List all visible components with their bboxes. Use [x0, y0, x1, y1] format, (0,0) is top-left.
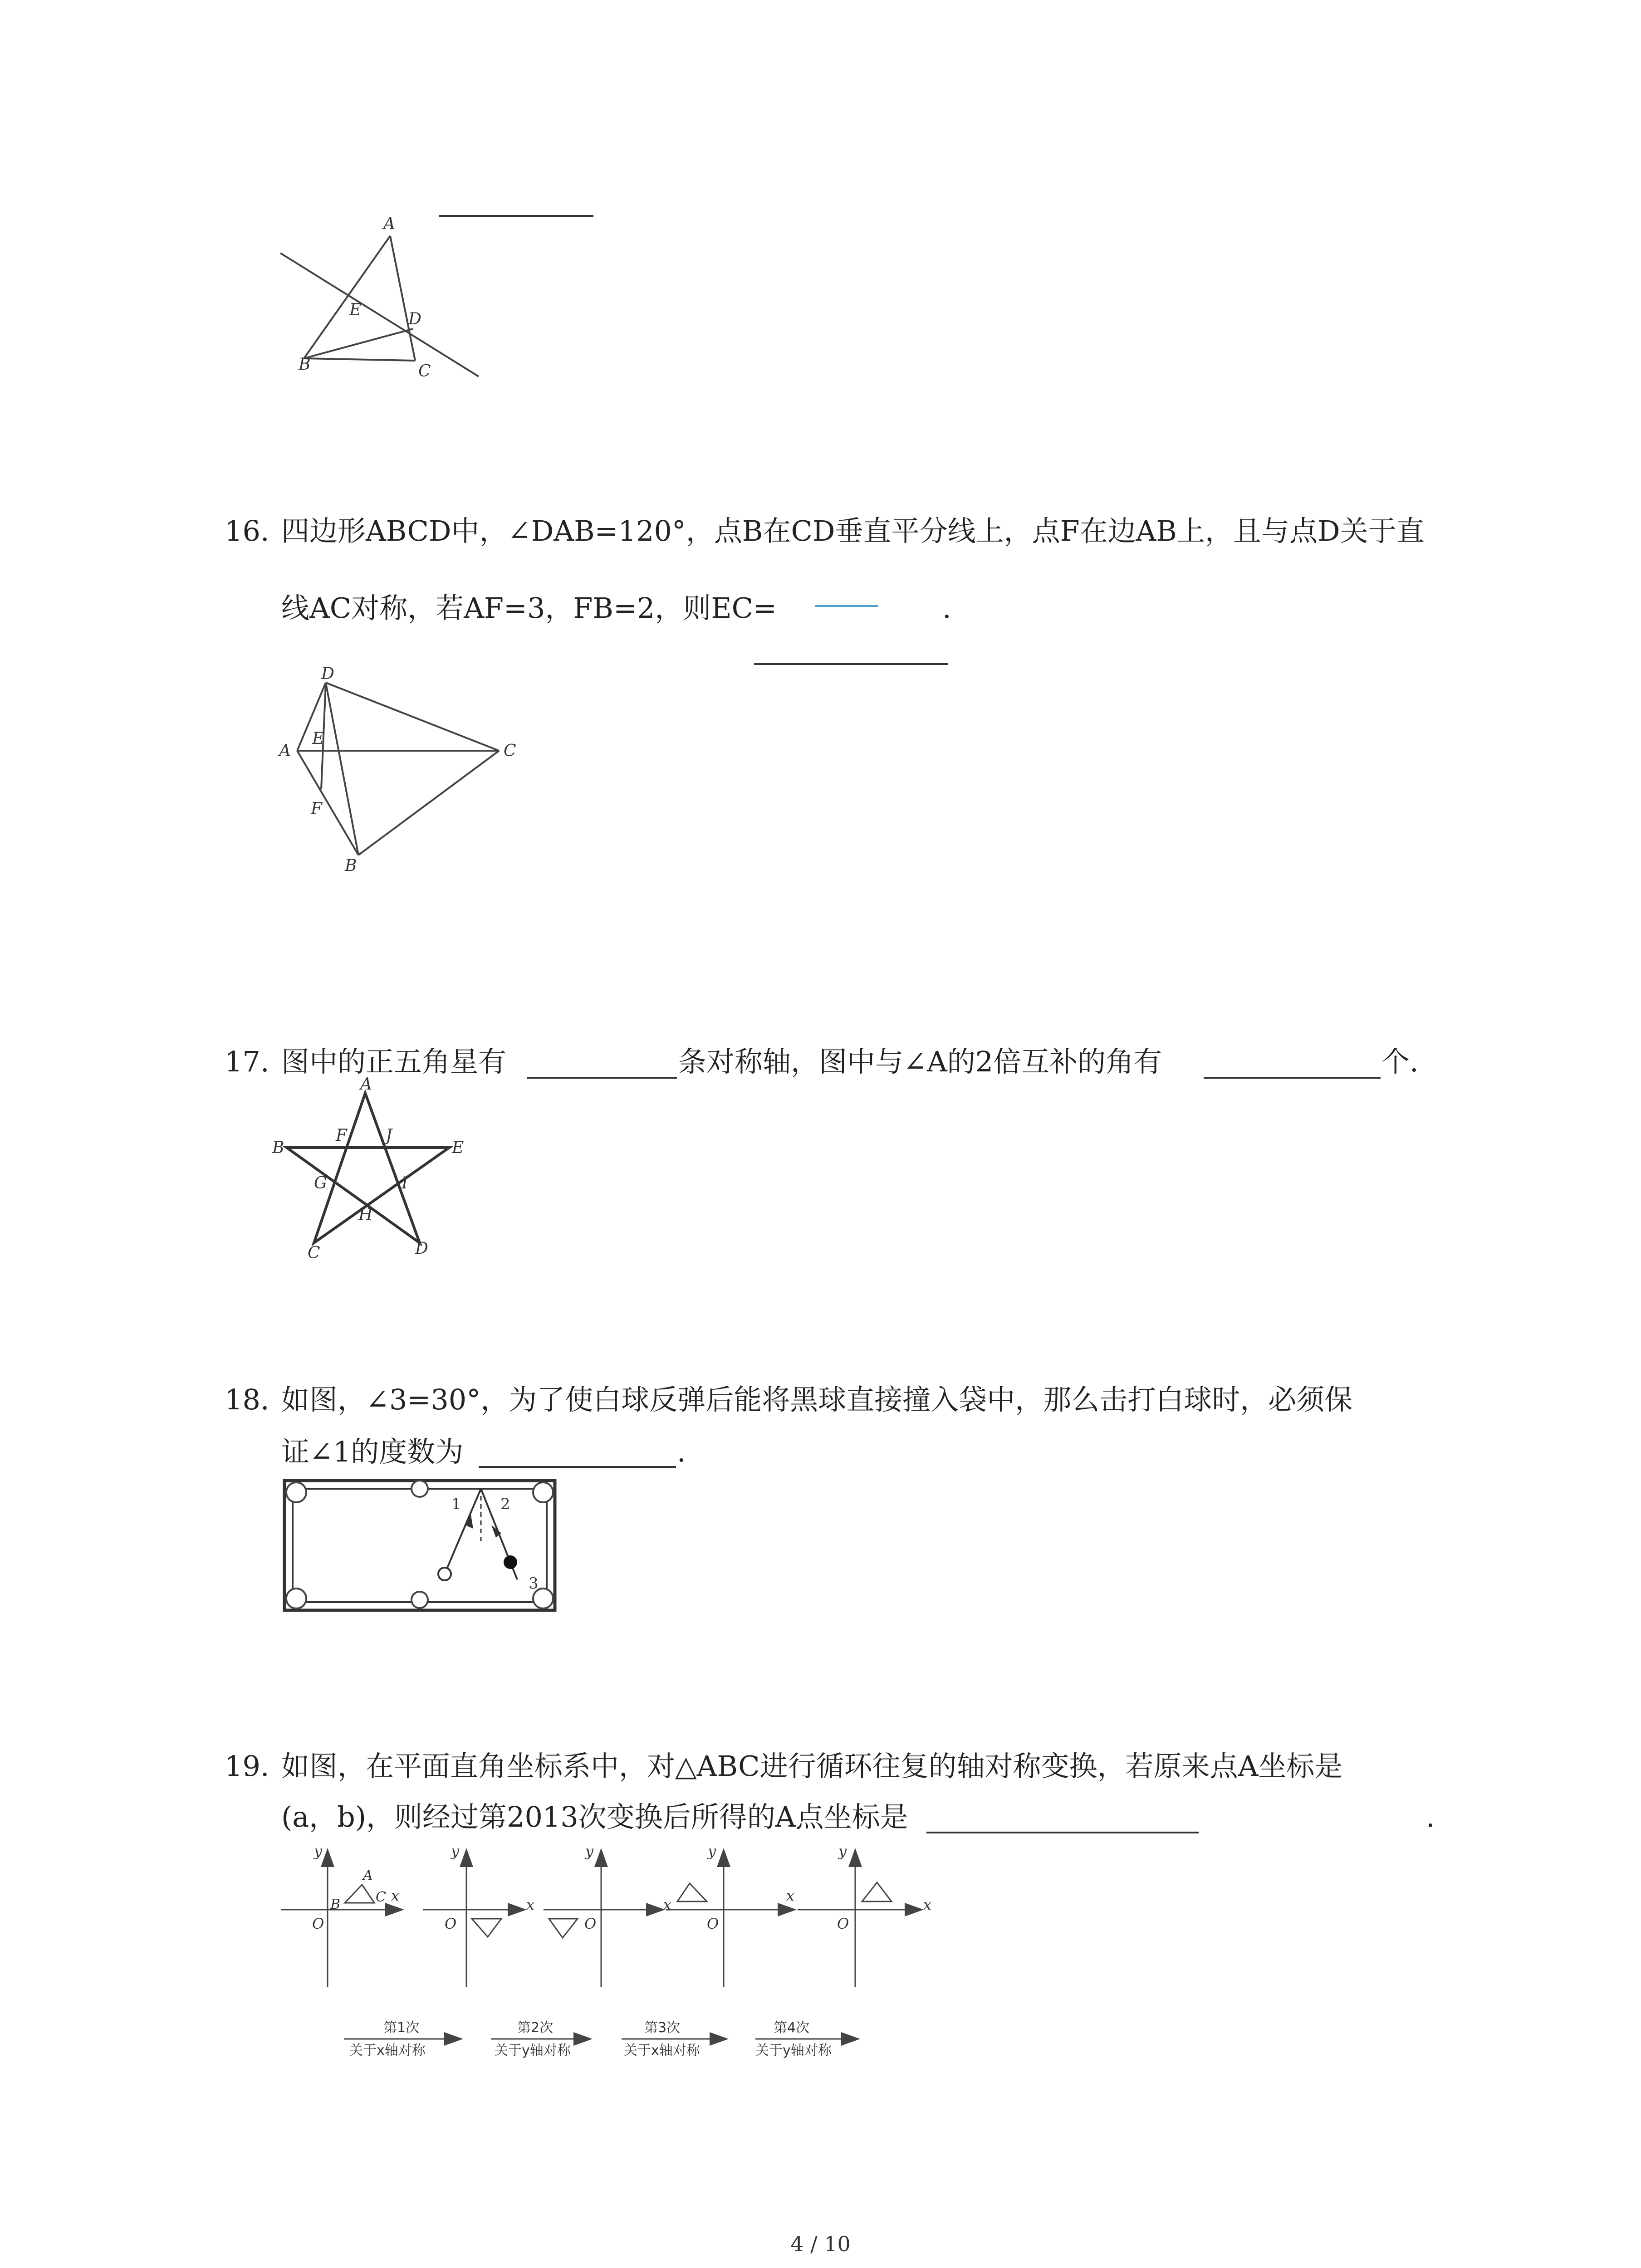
- q17-part3: 个.: [1381, 1045, 1419, 1078]
- q17-blank-angles[interactable]: [1204, 1077, 1381, 1079]
- q19-transform-figure: [272, 1833, 953, 2068]
- q15-label-b: B: [299, 355, 311, 374]
- panel3-origin-label: O: [584, 1915, 597, 1932]
- pocket-bottom-left: [286, 1589, 306, 1608]
- q17-label-c: C: [308, 1244, 320, 1262]
- panel1-tri-a: A: [363, 1867, 373, 1883]
- q17-label-i: I: [402, 1174, 408, 1193]
- q16-label-c: C: [504, 742, 516, 760]
- step4-bottom: 关于y轴对称: [755, 2043, 832, 2058]
- step4-top: 第4次: [774, 2020, 810, 2036]
- q15-label-a: A: [383, 215, 395, 233]
- step1-bottom: 关于x轴对称: [349, 2043, 426, 2058]
- q18-angle-2: 2: [500, 1495, 510, 1513]
- q17-label-f: F: [336, 1126, 347, 1145]
- pocket-top-right: [533, 1482, 553, 1502]
- q15-label-e: E: [349, 301, 362, 319]
- panel1-origin-label: O: [312, 1915, 324, 1932]
- q16-line1: 四边形ABCD中，∠DAB=120°，点B在CD垂直平分线上，点F在边AB上，且与点D关于直: [281, 514, 1425, 547]
- q16-label-b: B: [345, 856, 357, 875]
- pocket-top-middle: [411, 1481, 428, 1497]
- q16-number: 16.: [225, 514, 269, 547]
- q17-number: 17.: [225, 1045, 269, 1078]
- q15-figure: [272, 213, 490, 386]
- step3-top: 第3次: [644, 2020, 681, 2036]
- panel5-y-label: y: [838, 1843, 847, 1860]
- panel5-origin-label: O: [837, 1915, 849, 1932]
- panel1-tri-c: C: [376, 1889, 386, 1905]
- panel2-x-label: x: [526, 1896, 535, 1913]
- q17-label-d: D: [415, 1239, 428, 1258]
- panel4-x-label: x: [786, 1887, 795, 1904]
- panel2-y-label: y: [451, 1843, 460, 1860]
- q17-blank-axes[interactable]: [527, 1077, 677, 1079]
- panel2-origin-label: O: [445, 1915, 457, 1932]
- q16-line2-end: .: [942, 591, 951, 625]
- q17-label-e: E: [452, 1139, 464, 1157]
- step1-top: 第1次: [383, 2020, 420, 2036]
- panel1-tri-b: B: [330, 1897, 341, 1912]
- pocket-bottom-middle: [411, 1592, 428, 1608]
- q17-part1: 图中的正五角星有: [281, 1045, 507, 1078]
- panel3-y-label: y: [585, 1843, 594, 1860]
- q17-label-h: H: [358, 1206, 373, 1224]
- step2-bottom: 关于y轴对称: [495, 2043, 571, 2058]
- q16-label-e: E: [312, 729, 324, 748]
- q19-line2-end: .: [1426, 1800, 1435, 1833]
- q19-number: 19.: [225, 1750, 269, 1783]
- q17-label-b: B: [272, 1139, 284, 1157]
- q16-figure: [272, 665, 526, 878]
- panel4-origin-label: O: [707, 1915, 719, 1932]
- q16-answer-mark: [815, 605, 878, 607]
- pocket-top-left: [286, 1482, 306, 1502]
- panel1-x-label: x: [391, 1887, 400, 1904]
- q16-label-f: F: [311, 800, 322, 818]
- panel5-x-label: x: [923, 1896, 932, 1913]
- q18-billiard-figure: [284, 1480, 556, 1611]
- panel3-x-label: x: [663, 1896, 672, 1913]
- q17-label-j: J: [386, 1126, 392, 1145]
- q16-answer-blank[interactable]: [754, 663, 948, 665]
- white-ball: [438, 1568, 451, 1580]
- q17-label-g: G: [314, 1174, 327, 1193]
- q15-label-d: D: [408, 310, 421, 328]
- q17-label-a: A: [360, 1075, 372, 1094]
- panel4-y-label: y: [708, 1843, 716, 1860]
- q18-line2: 证∠1的度数为: [281, 1435, 464, 1468]
- panel1-y-label: y: [314, 1843, 323, 1860]
- q18-angle-3: 3: [529, 1574, 539, 1593]
- q18-line2-end: .: [677, 1435, 686, 1468]
- black-ball: [504, 1555, 517, 1569]
- q18-line1: 如图，∠3=30°，为了使白球反弹后能将黑球直接撞入袋中，那么击打白球时，必须保: [281, 1383, 1353, 1416]
- q16-line2: 线AC对称，若AF=3，FB=2，则EC=: [281, 591, 777, 625]
- q18-number: 18.: [225, 1383, 269, 1416]
- q18-answer-blank[interactable]: [479, 1466, 676, 1468]
- step2-top: 第2次: [517, 2020, 554, 2036]
- q16-label-d: D: [321, 665, 334, 683]
- q19-answer-blank[interactable]: [926, 1832, 1199, 1833]
- q17-star-figure: [272, 1075, 481, 1262]
- q16-label-a: A: [279, 742, 291, 760]
- page-number: 4 / 10: [790, 2232, 851, 2256]
- q15-label-c: C: [418, 362, 431, 381]
- q19-line1: 如图，在平面直角坐标系中，对△ABC进行循环往复的轴对称变换，若原来点A坐标是: [281, 1750, 1343, 1783]
- q19-line2: (a，b)，则经过第2013次变换后所得的A点坐标是: [281, 1800, 908, 1833]
- q17-part2: 条对称轴，图中与∠A的2倍互补的角有: [678, 1045, 1162, 1078]
- q18-angle-1: 1: [451, 1495, 461, 1513]
- step3-bottom: 关于x轴对称: [624, 2043, 700, 2058]
